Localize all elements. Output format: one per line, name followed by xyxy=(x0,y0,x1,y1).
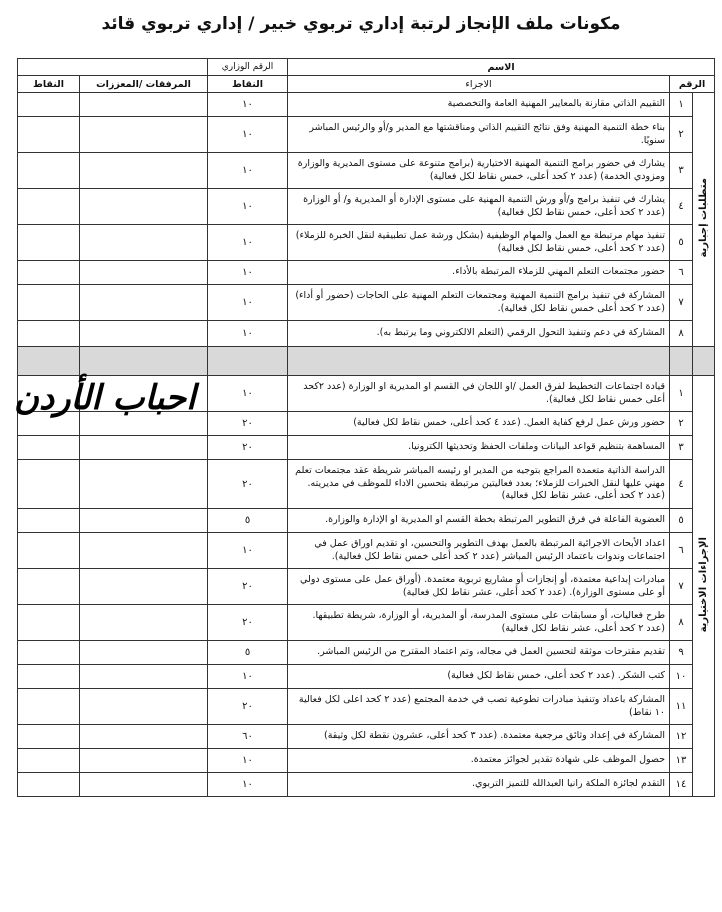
points2-header: النقاط xyxy=(18,76,80,93)
earned-points-cell xyxy=(18,665,80,689)
row-number: ١٠ xyxy=(670,665,693,689)
attachments-cell xyxy=(80,225,208,261)
earned-points-cell xyxy=(18,436,80,460)
earned-points-cell xyxy=(18,749,80,773)
procedure-text: مبادرات إبداعية معتمدة، أو إنجازات أو مشاريع تربوية معتمدة. (أوراق عمل على مستوى دولي أو على مستوى الوزارة). (عدد ٢ كحد أعلى، عشر نقاط لكل فعالية) xyxy=(288,569,670,605)
ministry-number-header: الرقم الوزاري xyxy=(208,59,288,76)
max-points: ١٠ xyxy=(208,225,288,261)
attachments-cell xyxy=(80,641,208,665)
earned-points-cell xyxy=(18,93,80,117)
max-points: ٢٠ xyxy=(208,460,288,509)
table-row xyxy=(18,460,715,509)
attachments-cell xyxy=(80,460,208,509)
table-row xyxy=(18,436,715,460)
attachments-cell xyxy=(80,689,208,725)
row-number: ١ xyxy=(670,93,693,117)
table-row xyxy=(18,533,715,569)
procedure-text: المشاركة في إعداد وثائق مرجعية معتمدة. (عدد ٣ كحد أعلى، عشرون نقطة لكل وثيقة) xyxy=(288,725,670,749)
table-row xyxy=(18,321,715,347)
row-number: ٢ xyxy=(670,117,693,153)
earned-points-cell xyxy=(18,509,80,533)
attachments-cell xyxy=(80,533,208,569)
row-number: ١١ xyxy=(670,689,693,725)
max-points: ١٠ xyxy=(208,321,288,347)
procedure-text: يشارك في حضور برامج التنمية المهنية الاختيارية (برامج متنوعة على مستوى المديرية والوزارة ومزودي الخدمة) (عدد ٢ كحد أعلى، خمس نقاط لكل فعالية) xyxy=(288,153,670,189)
earned-points-cell xyxy=(18,605,80,641)
max-points: ١٠ xyxy=(208,749,288,773)
watermark-text: احباب الأردن xyxy=(14,378,196,418)
table-row xyxy=(18,285,715,321)
procedure-text: المشاركة في دعم وتنفيذ التحول الرقمي (التعلم الالكتروني وما يرتبط به). xyxy=(288,321,670,347)
header-row-1 xyxy=(18,59,715,76)
procedure-text: كتب الشكر. (عدد ٢ كحد أعلى، خمس نقاط لكل فعالية) xyxy=(288,665,670,689)
row-number: ٤ xyxy=(670,189,693,225)
attachments-cell xyxy=(80,773,208,797)
row-number: ٦ xyxy=(670,261,693,285)
max-points: ٢٠ xyxy=(208,605,288,641)
separator-cell xyxy=(288,347,670,376)
earned-points-cell xyxy=(18,725,80,749)
max-points: ١٠ xyxy=(208,773,288,797)
procedure-text: طرح فعاليات، أو مسابقات على مستوى المدرسة، أو المديرية، أو الوزارة، شريطة تطبيقها. (عدد ٢ كحد أعلى، عشر نقاط لكل فعالية) xyxy=(288,605,670,641)
row-number: ١ xyxy=(670,376,693,412)
earned-points-cell xyxy=(18,641,80,665)
max-points: ١٠ xyxy=(208,93,288,117)
name-value-cell xyxy=(18,59,208,76)
max-points: ٢٠ xyxy=(208,689,288,725)
max-points: ٢٠ xyxy=(208,436,288,460)
earned-points-cell xyxy=(18,689,80,725)
max-points: ١٠ xyxy=(208,665,288,689)
procedure-text: قيادة اجتماعات التخطيط لفرق العمل /او اللجان في القسم او المديرية او الوزارة (عدد ٢كحد أعلى خمس نقاط لكل فعالية). xyxy=(288,376,670,412)
attachments-cell xyxy=(80,153,208,189)
max-points: ٥ xyxy=(208,641,288,665)
max-points: ٥ xyxy=(208,509,288,533)
separator-cell xyxy=(693,347,715,376)
earned-points-cell xyxy=(18,773,80,797)
procedure-header: الاجراء xyxy=(288,76,670,93)
table-row xyxy=(18,773,715,797)
separator-cell xyxy=(208,347,288,376)
table-row xyxy=(18,641,715,665)
separator-cell xyxy=(18,347,80,376)
attachments-header: المرفقات /المعززات xyxy=(80,76,208,93)
procedure-text: تقديم مقترحات موثقة لتحسين العمل في مجاله، وتم اعتماد المقترح من الرئيس المباشر. xyxy=(288,641,670,665)
achievement-file-table xyxy=(17,58,715,797)
procedure-text: العضوية الفاعلة في فرق التطوير المرتبطة بخطة القسم او المديرية او الإدارة والوزارة. xyxy=(288,509,670,533)
attachments-cell xyxy=(80,117,208,153)
max-points: ١٠ xyxy=(208,117,288,153)
attachments-cell xyxy=(80,321,208,347)
category-label: الإجراءات الاختيارية xyxy=(698,536,710,633)
procedure-text: التقييم الذاتي مقارنة بالمعايير المهنية العامة والتخصصية xyxy=(288,93,670,117)
procedure-text: التقدم لجائزة الملكة رانيا العبدالله للتميز التربوي. xyxy=(288,773,670,797)
earned-points-cell xyxy=(18,533,80,569)
max-points: ١٠ xyxy=(208,261,288,285)
table-row xyxy=(18,605,715,641)
max-points: ١٠ xyxy=(208,285,288,321)
separator-cell xyxy=(670,347,693,376)
row-number: ٥ xyxy=(670,225,693,261)
category-label: متطلبات إجبارية xyxy=(698,178,710,258)
table-row xyxy=(18,153,715,189)
table-row xyxy=(18,93,715,117)
earned-points-cell xyxy=(18,460,80,509)
header-row-2 xyxy=(18,76,715,93)
category-cell xyxy=(693,376,715,797)
attachments-cell xyxy=(80,665,208,689)
procedure-text: حضور ورش عمل لرفع كفاية العمل. (عدد ٤ كحد أعلى، خمس نقاط لكل فعالية) xyxy=(288,412,670,436)
table-row xyxy=(18,189,715,225)
procedure-text: اعداد الأبحاث الاجرائية المرتبطة بالعمل بهدف التطوير والتحسين، او تقديم اوراق عمل في اجتماعات وندوات باعتماد الرئيس المباشر (عدد ٢ كحد أعلى خمس نقاط لكل فعالية). xyxy=(288,533,670,569)
row-number: ٩ xyxy=(670,641,693,665)
row-number: ٣ xyxy=(670,436,693,460)
row-number: ١٤ xyxy=(670,773,693,797)
procedure-text: المشاركة في تنفيذ برامج التنمية المهنية ومجتمعات التعلم المهنية على الحاجات (حضور أو أداء) (عدد ٢ كحد أعلى خمس نقاط لكل فعالية). xyxy=(288,285,670,321)
max-points: ١٠ xyxy=(208,189,288,225)
table-row xyxy=(18,749,715,773)
row-number: ٣ xyxy=(670,153,693,189)
procedure-text: يشارك في تنفيذ برامج و/أو ورش التنمية المهنية على مستوى الإدارة أو المديرية و/ أو الوزارة (عدد ٢ كحد أعلى، خمس نقاط لكل فعالية) xyxy=(288,189,670,225)
name-header: الاسم xyxy=(288,59,715,76)
row-number: ٨ xyxy=(670,605,693,641)
max-points: ١٠ xyxy=(208,153,288,189)
procedure-text: المساهمة بتنظيم قواعد البيانات وملفات الحفظ وتحديثها الكترونيا. xyxy=(288,436,670,460)
points-header: النقاط xyxy=(208,76,288,93)
row-number: ١٢ xyxy=(670,725,693,749)
attachments-cell xyxy=(80,93,208,117)
page-title: مكونات ملف الإنجاز لرتبة إداري تربوي خبير / إداري تربوي قائد xyxy=(101,14,621,34)
earned-points-cell xyxy=(18,189,80,225)
row-number: ٥ xyxy=(670,509,693,533)
attachments-cell xyxy=(80,509,208,533)
max-points: ١٠ xyxy=(208,533,288,569)
attachments-cell xyxy=(80,569,208,605)
row-number: ٢ xyxy=(670,412,693,436)
table-row xyxy=(18,225,715,261)
table-row xyxy=(18,725,715,749)
max-points: ٢٠ xyxy=(208,412,288,436)
section-separator-row xyxy=(18,347,715,376)
earned-points-cell xyxy=(18,117,80,153)
row-number: ٤ xyxy=(670,460,693,509)
attachments-cell xyxy=(80,189,208,225)
table-row xyxy=(18,689,715,725)
attachments-cell xyxy=(80,436,208,460)
attachments-cell xyxy=(80,725,208,749)
earned-points-cell xyxy=(18,225,80,261)
procedure-text: بناء خطة التنمية المهنية وفق نتائج التقييم الذاتي ومناقشتها مع المدير و/أو والرئيس المباشر سنويًا. xyxy=(288,117,670,153)
procedure-text: تنفيذ مهام مرتبطة مع العمل والمهام الوظيفية (بشكل ورشة عمل تطبيقية لنقل الخبرة للزملاء) (عدد ٢ كحد أعلى، خمس نقاط لكل فعالية) xyxy=(288,225,670,261)
table-row xyxy=(18,261,715,285)
table-row xyxy=(18,569,715,605)
attachments-cell xyxy=(80,261,208,285)
category-cell xyxy=(693,93,715,347)
max-points: ١٠ xyxy=(208,376,288,412)
row-number: ٧ xyxy=(670,569,693,605)
row-number: ١٣ xyxy=(670,749,693,773)
earned-points-cell xyxy=(18,569,80,605)
procedure-text: حصول الموظف على شهادة تقدير لجوائز معتمدة. xyxy=(288,749,670,773)
procedure-text: الدراسة الذاتية متعمدة المراجع بتوجيه من المدير او رئيسه المباشر شريطة عقد مجتمعات تعلم مهني عليها لنقل الخبرات للزملاء؛ بعدد فعاليتين مرتبطة بتحسين الاداء للموظف في مديريته. (عدد ٢ كحد أعلى، عشر نقاط لكل فعالية) xyxy=(288,460,670,509)
row-number: ٨ xyxy=(670,321,693,347)
separator-cell xyxy=(80,347,208,376)
number-header: الرقم xyxy=(670,76,715,93)
table-row xyxy=(18,509,715,533)
max-points: ٢٠ xyxy=(208,569,288,605)
earned-points-cell xyxy=(18,153,80,189)
procedure-text: حضور مجتمعات التعلم المهني للزملاء المرتبطة بالأداء. xyxy=(288,261,670,285)
attachments-cell xyxy=(80,749,208,773)
earned-points-cell xyxy=(18,261,80,285)
table-row xyxy=(18,665,715,689)
attachments-cell xyxy=(80,285,208,321)
row-number: ٦ xyxy=(670,533,693,569)
earned-points-cell xyxy=(18,321,80,347)
procedure-text: المشاركة باعداد وتنفيذ مبادرات تطوعية تصب في خدمة المجتمع (عدد ٢ كحد اعلى لكل فعالية ١٠ نقاط) xyxy=(288,689,670,725)
max-points: ٦٠ xyxy=(208,725,288,749)
row-number: ٧ xyxy=(670,285,693,321)
earned-points-cell xyxy=(18,285,80,321)
table-row xyxy=(18,117,715,153)
attachments-cell xyxy=(80,605,208,641)
